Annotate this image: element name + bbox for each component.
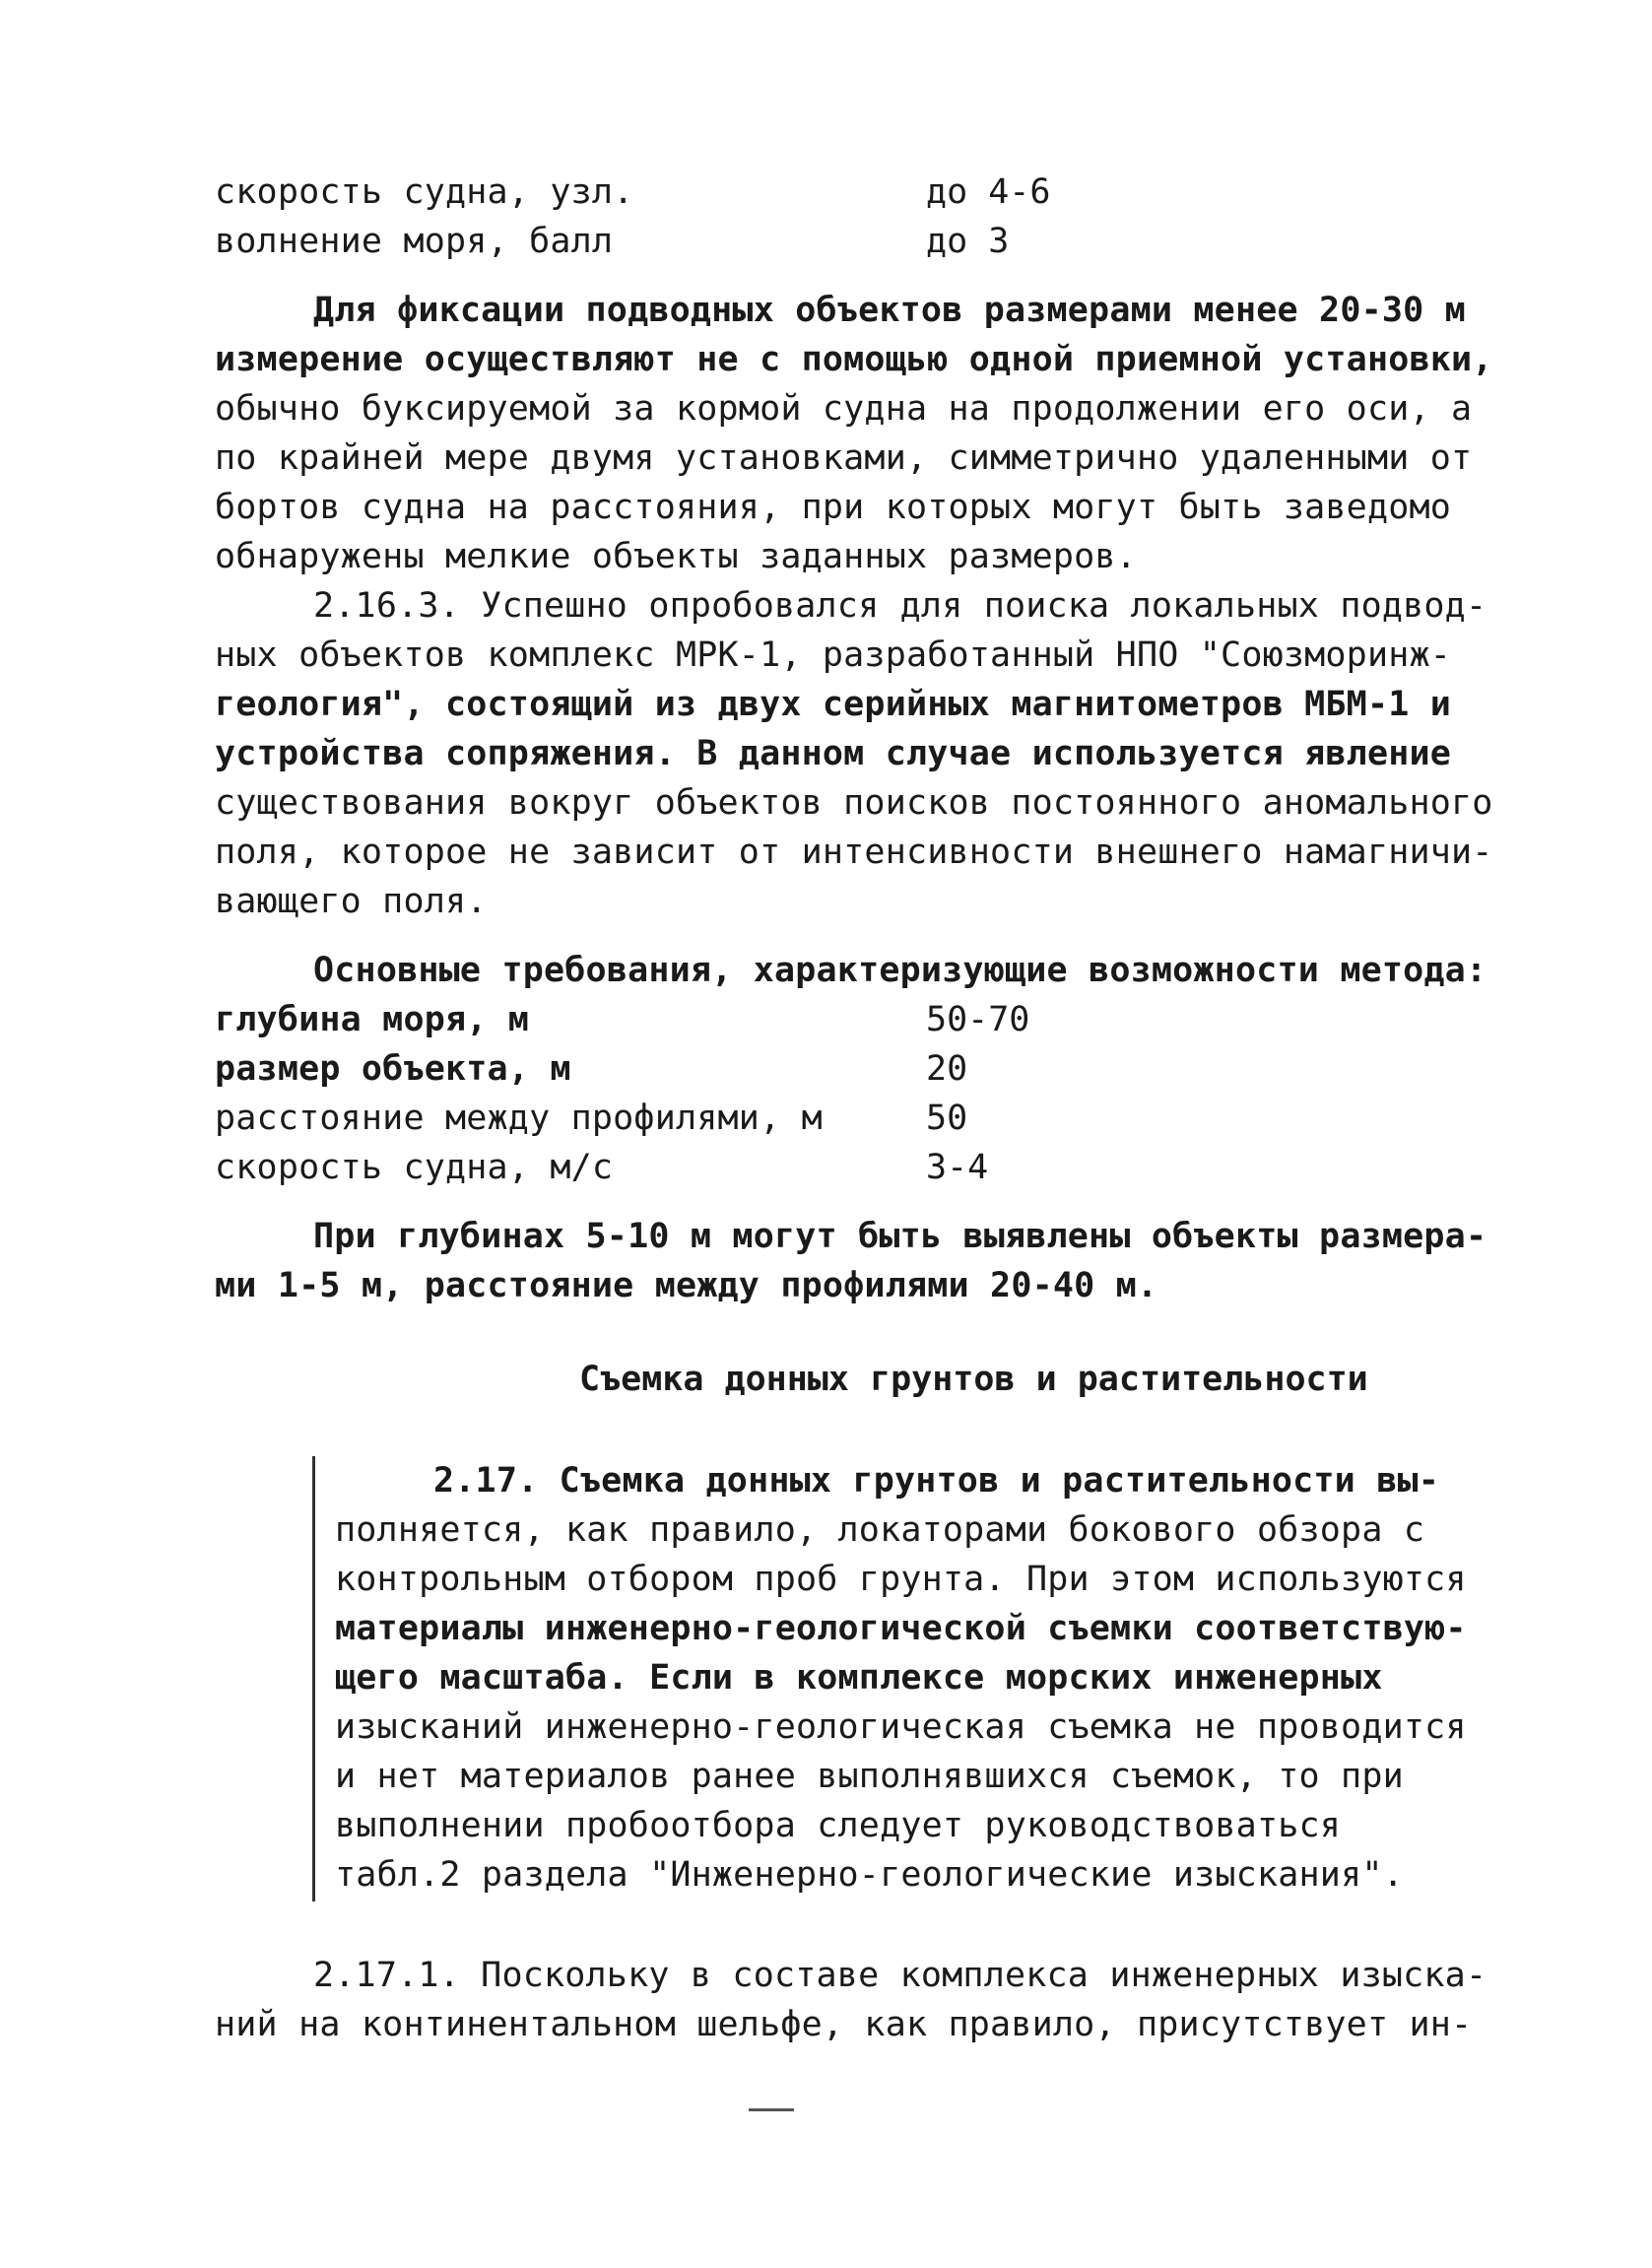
paragraph-line: щего масштаба. Если в комплексе морских инженерных bbox=[335, 1658, 1383, 1698]
paragraph-line: Для фиксации подводных объектов размерами менее 20-30 м bbox=[313, 291, 1466, 330]
continuation-mark bbox=[749, 2108, 794, 2111]
paragraph-line: ми 1-5 м, расстояние между профилями 20-40 м. bbox=[215, 1266, 1158, 1305]
paragraph-line: ний на континентальном шельфе, как правило, присутствует ин- bbox=[215, 2005, 1473, 2044]
param-value: 20 bbox=[926, 1049, 968, 1089]
paragraph-line: ных объектов комплекс МРК-1, разработанный НПО "Союзморинж- bbox=[215, 635, 1452, 675]
paragraph-line: измерение осуществляют не с помощью одной приемной установки, bbox=[215, 340, 1493, 379]
paragraph-line: бортов судна на расстояния, при которых могут быть заведомо bbox=[215, 488, 1452, 527]
param-value: до 3 bbox=[926, 222, 1010, 261]
param-label: размер объекта, м bbox=[215, 1049, 571, 1089]
paragraph-line: контрольным отбором проб грунта. При этом используются bbox=[335, 1560, 1467, 1599]
param-value: 3-4 bbox=[926, 1148, 989, 1187]
section-heading: Съемка донных грунтов и растительности bbox=[579, 1360, 1368, 1399]
param-value: 50-70 bbox=[926, 1000, 1030, 1039]
paragraph-line: 2.17.1. Поскольку в составе комплекса инженерных изыска- bbox=[313, 1956, 1487, 1995]
requirements-intro: Основные требования, характеризующие возможности метода: bbox=[313, 951, 1487, 990]
paragraph-line: обычно буксируемой за кормой судна на продолжении его оси, а bbox=[215, 389, 1473, 429]
paragraph-line: материалы инженерно-геологической съемки соответствую- bbox=[335, 1609, 1467, 1648]
revision-bar bbox=[312, 1456, 315, 1901]
paragraph-line: поля, которое не зависит от интенсивности внешнего намагничи- bbox=[215, 833, 1493, 872]
param-label: глубина моря, м bbox=[215, 1000, 530, 1039]
paragraph-line: геология", состоящий из двух серийных магнитометров МБМ-1 и bbox=[215, 685, 1452, 724]
paragraph-line: табл.2 раздела "Инженерно-геологические изыскания". bbox=[335, 1855, 1404, 1895]
paragraph-line: 2.16.3. Успешно опробовался для поиска локальных подвод- bbox=[313, 586, 1487, 626]
param-label: скорость судна, м/с bbox=[215, 1148, 614, 1187]
paragraph-line: полняется, как правило, локаторами бокового обзора с bbox=[335, 1510, 1425, 1550]
paragraph-line: выполнении пробоотбора следует руководствоваться bbox=[335, 1806, 1342, 1845]
paragraph-line: устройства сопряжения. В данном случае используется явление bbox=[215, 734, 1452, 773]
paragraph-line: изысканий инженерно-геологическая съемка не проводится bbox=[335, 1707, 1467, 1747]
paragraph-line: обнаружены мелкие объекты заданных размеров. bbox=[215, 537, 1137, 576]
paragraph-line: существования вокруг объектов поисков постоянного аномального bbox=[215, 783, 1493, 823]
param-value: до 4-6 bbox=[926, 172, 1051, 212]
param-label: расстояние между профилями, м bbox=[215, 1099, 823, 1138]
paragraph-line: по крайней мере двумя установками, симметрично удаленными от bbox=[215, 438, 1473, 478]
param-label: волнение моря, балл bbox=[215, 222, 614, 261]
param-value: 50 bbox=[926, 1099, 968, 1138]
paragraph-line: вающего поля. bbox=[215, 882, 488, 921]
paragraph-line: 2.17. Съемка донных грунтов и растительности вы- bbox=[433, 1461, 1440, 1501]
param-label: скорость судна, узл. bbox=[215, 172, 634, 212]
paragraph-line: и нет материалов ранее выполнявшихся съемок, то при bbox=[335, 1757, 1404, 1796]
paragraph-line: При глубинах 5-10 м могут быть выявлены объекты размера- bbox=[313, 1217, 1487, 1256]
